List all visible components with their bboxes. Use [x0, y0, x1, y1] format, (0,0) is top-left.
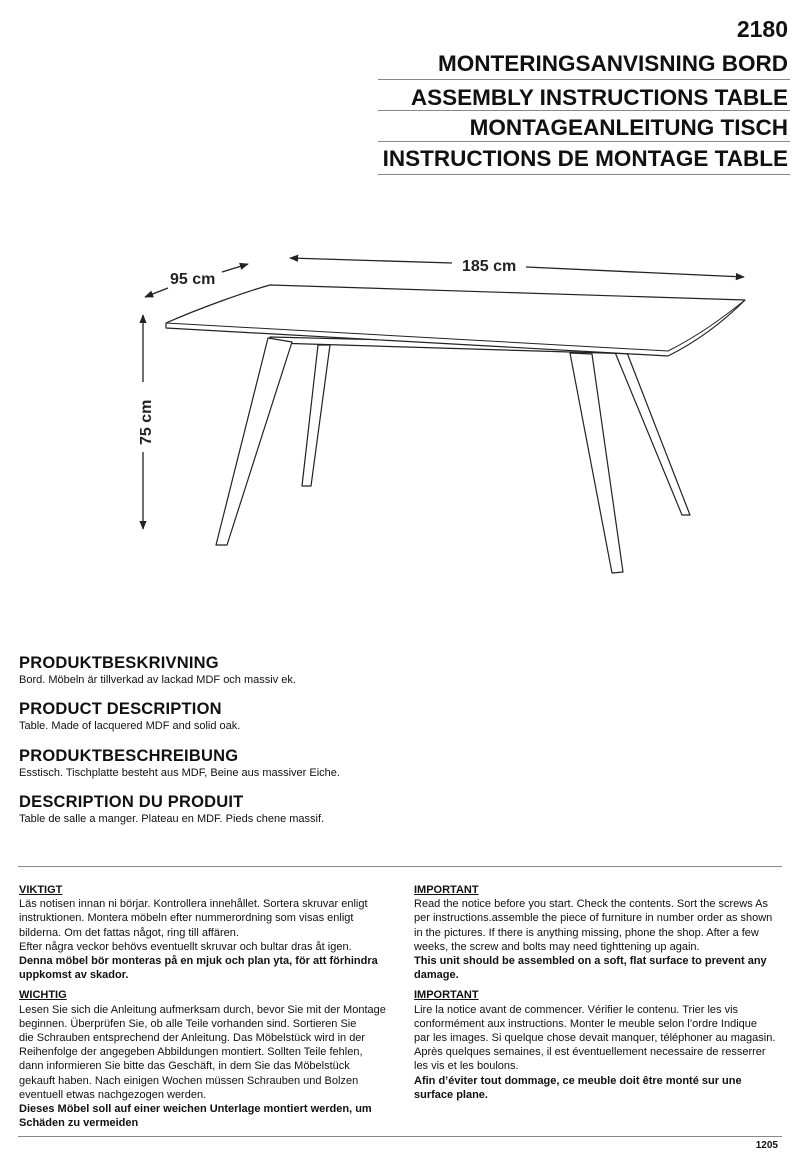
notice-line: Read the notice before you start. Check the contents. Sort the screws As: [414, 898, 769, 911]
notice-warning: surface plane.: [414, 1088, 488, 1101]
notice-warning: Dieses Möbel soll auf einer weichen Unterlage montiert werden, um: [19, 1103, 372, 1116]
description-heading: DESCRIPTION DU PRODUIT: [19, 793, 244, 811]
notice-line: in the pictures. If there is anything missing, phone the shop. After a few: [414, 926, 759, 939]
depth-label: 95 cm: [170, 271, 216, 288]
notice-warning: Denna möbel bör monteras på en mjuk och plan yta, för att förhindra: [19, 955, 378, 968]
height-label: 75 cm: [138, 399, 155, 445]
notice-line: Läs notisen innan ni börjar. Kontrollera innehållet. Sortera skruvar enligt: [19, 898, 368, 911]
length-dimension: [290, 258, 744, 277]
notice-french: [414, 988, 789, 1102]
description-text: Bord. Möbeln är tillverkad av lackad MDF och massiv ek.: [19, 674, 296, 686]
height-dimension: [138, 315, 155, 529]
notice-line: Après quelques semaines, il est éventuellement necessaire de resserrer: [414, 1046, 766, 1059]
notice-line: les vis et les boulons.: [414, 1060, 519, 1073]
notice-line: per instructions.assemble the piece of furniture in number order as shown: [414, 912, 773, 925]
description-text: Esstisch. Tischplatte besteht aus MDF, Beine aus massiver Eiche.: [19, 767, 340, 779]
notice-line: Reihenfolge der angegeben Abbildungen montiert. Sollten Teile fehlen,: [19, 1046, 363, 1059]
notice-warning: damage.: [414, 969, 459, 982]
notice-heading: VIKTIGT: [19, 884, 63, 896]
notice-english: [414, 883, 789, 982]
section-divider: [18, 866, 782, 867]
notice-line: beginnen. Überprüfen Sie, ob alle Teile vorhanden sind. Sortieren Sie: [19, 1017, 357, 1030]
product-code: 2180: [736, 16, 788, 42]
length-label: 185 cm: [462, 258, 517, 275]
notice-line: weeks, the screw and bolts may need tighttening up again.: [414, 940, 700, 953]
notice-line: gekauft haben. Nach einigen Wochen müssen Schrauben und Bolzen: [19, 1074, 359, 1087]
description-heading: PRODUKTBESCHREIBUNG: [19, 747, 239, 765]
footer-divider: [18, 1136, 782, 1137]
description-english: [19, 700, 719, 732]
notice-line: bilderna. Om det fattas något, ring till affären.: [19, 926, 239, 939]
notice-column-right: [414, 883, 789, 1108]
depth-dimension: [145, 264, 248, 297]
notice-line: Lire la notice avant de commencer. Vérifier le contenu. Trier les vis: [414, 1003, 739, 1016]
back-right-leg: [612, 345, 690, 515]
notice-line: eventuell etwas nachgezogen werden.: [19, 1088, 207, 1101]
notice-heading: WICHTIG: [19, 989, 67, 1002]
title-french: INSTRUCTIONS DE MONTAGE TABLE: [382, 146, 788, 171]
notice-warning: Schäden zu vermeiden: [19, 1117, 139, 1130]
description-heading: PRODUCT DESCRIPTION: [19, 700, 222, 718]
table-illustration: [166, 285, 745, 573]
notice-warning: uppkomst av skador.: [19, 969, 129, 982]
notice-heading: IMPORTANT: [414, 989, 479, 1002]
notice-line: Lesen Sie sich die Anleitung aufmerksam durch, bevor Sie mit der Montage: [19, 1003, 386, 1016]
description-heading: PRODUKTBESKRIVNING: [19, 654, 219, 672]
description-french: [19, 793, 719, 825]
front-right-leg: [570, 353, 623, 573]
notice-line: instruktionen. Montera möbeln efter nummerordning som visas enligt: [19, 912, 354, 925]
title-english: ASSEMBLY INSTRUCTIONS TABLE: [410, 85, 788, 110]
notice-warning: Afin d’éviter tout dommage, ce meuble doit être monté sur une: [414, 1074, 742, 1087]
front-left-leg: [216, 338, 292, 545]
notice-line: die Schrauben entsprechend der Anleitung. Das Möbelstück wird in der: [19, 1032, 366, 1045]
title-german: MONTAGEANLEITUNG TISCH: [469, 115, 788, 140]
notice-column-left: [19, 883, 394, 1136]
notice-heading: IMPORTANT: [414, 884, 479, 896]
description-german: [19, 747, 719, 779]
notice-warning: This unit should be assembled on a soft, flat surface to prevent any: [414, 955, 767, 968]
description-text: Table de salle a manger. Plateau en MDF. Pieds chene massif.: [19, 813, 325, 825]
notice-line: dann informieren Sie bitte das Geschäft, in dem Sie das Möbelstück: [19, 1060, 350, 1073]
notice-line: Efter några veckor behövs eventuellt skruvar och bultar dras åt igen.: [19, 940, 352, 953]
notice-swedish: [19, 883, 394, 982]
title-swedish: MONTERINGSANVISNING BORD: [437, 51, 788, 76]
notice-german: [19, 988, 394, 1130]
page-number: 1205: [755, 1140, 778, 1151]
back-left-leg: [302, 345, 330, 486]
description-text: Table. Made of lacquered MDF and solid oak.: [19, 720, 241, 732]
notice-line: par les images. Si quelque chose devait manquer, téléphoner au magasin.: [414, 1032, 776, 1045]
description-swedish: [19, 654, 719, 686]
notice-line: conformément aux instructions. Monter le meuble selon l’ordre Indique: [414, 1017, 758, 1030]
